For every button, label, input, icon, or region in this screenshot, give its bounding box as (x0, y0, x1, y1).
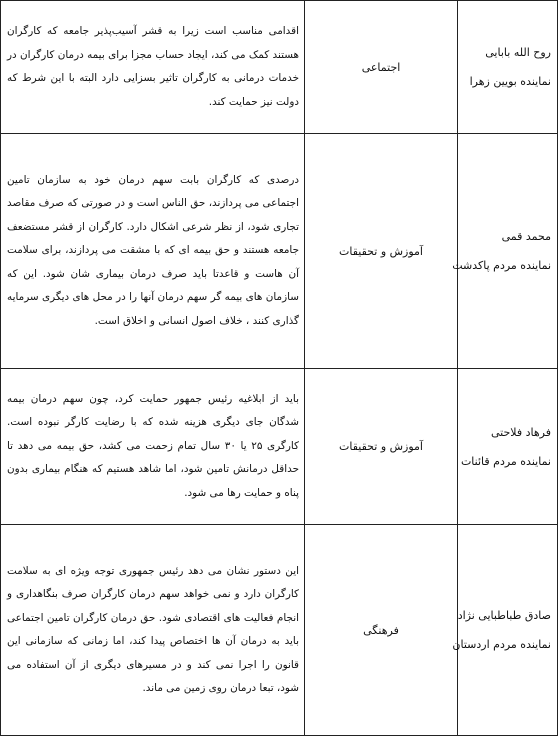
person-name: فرهاد فلاحتی (491, 425, 551, 439)
table-row (1, 1, 558, 134)
person-title: نماینده مردم پاکدشت (452, 259, 551, 272)
person-title: نماینده بویین زهرا (469, 75, 551, 88)
person-name: روح الله بابایی (485, 46, 551, 59)
table-row (1, 369, 558, 525)
field-cell: آموزش و تحقیقات (305, 369, 458, 525)
statement-cell: اقدامی مناسب است زیرا به قشر آسیب‌پذیر جامعه که کارگران هستند کمک می کند، ایجاد حساب مجزا برای بیمه درمان کارگران در خدمات درمانی به کارگران تاثیر بسزایی دارد البته با این شرط که دولت نیز حمایت کند. (1, 1, 305, 134)
person-name: صادق طباطبایی نژاد (457, 609, 551, 622)
person-cell (452, 134, 558, 369)
field-cell: آموزش و تحقیقات (305, 134, 458, 369)
person-cell (458, 1, 558, 134)
statement-cell: درصدی که کارگران بابت سهم درمان خود به سازمان تامین اجتماعی می پردازند، حق الناس است و در صورتی که صرف مقاصد تجاری شود، از نظر شرعی اشکال دارد. کارگران از قشر مستضعف جامعه هستند و حق بیمه ای که با مشقت می پردازند، برای سلامت آن هاست و قاعدتا باید صرف درمان بیماری شان شود. این که سازمان های بیمه گر سهم درمان آنها را در محل های دیگری سرمایه گذاری کنند ، خلاف اصول انسانی و اخلاق است. (1, 134, 305, 369)
person-cell (458, 369, 558, 525)
person-title: نماینده مردم قائنات (460, 454, 551, 468)
statement-cell: این دستور نشان می دهد رئیس جمهوری توجه ویژه ای به سلامت کارگران دارد و نمی خواهد سهم درمان کارگران صرف بنگاهداری و انجام فعالیت های اقتصادی شود. حق درمان کارگران تامین اجتماعی باید به درمان آن ها اختصاص پیدا کند، اما زمانی که سازمانی این قانون را اجرا نمی کند و در مسیرهای دیگری از آن استفاده می شود، تبعا درمان روی زمین می ماند. (1, 525, 305, 736)
table-row (1, 525, 558, 736)
statement-cell: باید از ابلاغیه رئیس جمهور حمایت کرد، چون سهم درمان بیمه شدگان جای دیگری هزینه شده که با رضایت کارگر نبوده است. کارگری ۲۵ یا ۳۰ سال تمام زحمت می کشد، حق بیمه می دهد تا حداقل درمانش تامین شود، اما شاهد هستیم که هنگام بیماری بدون پناه و حمایت رها می شود. (1, 369, 305, 525)
person-title: نماینده مردم اردستان (452, 638, 551, 651)
field-cell: فرهنگی (305, 525, 458, 736)
table-row (1, 134, 558, 369)
person-name: محمد قمی (501, 230, 551, 243)
field-cell: اجتماعی (305, 1, 458, 134)
person-cell (452, 525, 558, 736)
